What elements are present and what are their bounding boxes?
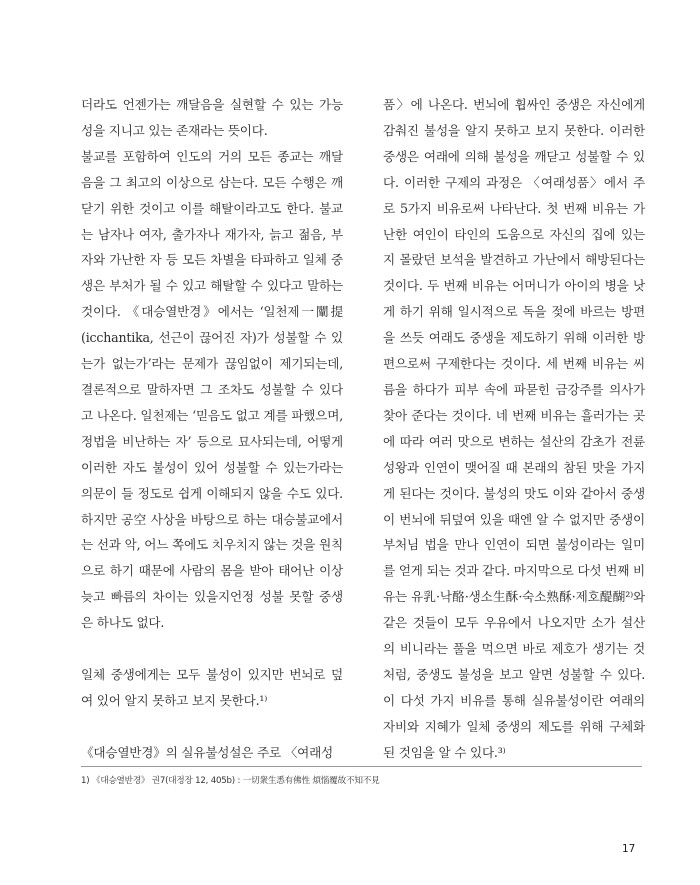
footnote-divider	[81, 766, 642, 767]
left-text-column	[81, 92, 343, 766]
paragraph: 불교를 포함하여 인도의 거의 모든 종교는 깨달음을 그 최고의 이상으로 삼는다. 모든 수행은 깨닫기 위한 것이고 이를 해탈이라고도 한다. 불교는 남자나 여자, 출가자나 재가자, 늙고 젊음, 부자와 가난한 자 등 모든 차별을 타파하고 일체 중생은 부처가 될 수 있고 해탈할 수 있다고 말하는 것이다. 《대승열반경》에서는 ‘일천제一闡提(icchantika, 선근이 끊어진 자)가 성불할 수 있는가 없는가’라는 문제가 끊임없이 제기되는데, 결론적으로 말하자면 그 조차도 성불할 수 있다고 나온다. 일천제는 ‘믿음도 없고 계를 파했으며, 정법을 비난하는 자’ 등으로 묘사되는데, 어떻게 이러한 자도 불성이 있어 성불할 수 있는가라는 의문이 들 정도로 쉽게 이해되지 않을 수도 있다. 하지만 공空 사상을 바탕으로 하는 대승불교에서는 선과 악, 어느 쪽에도 치우치지 않는 것을 원칙으로 하기 때문에 사람의 몸을 받아 태어난 이상 늦고 빠름의 차이는 있을지언정 성불 못할 중생은 하나도 없다.	[81, 148, 343, 631]
page-number: 17	[622, 843, 636, 855]
paragraph: 《대승열반경》의 실유불성설은 주로 〈여래성	[81, 744, 334, 760]
right-text-column	[383, 92, 645, 766]
footnote: 1) 《대승열반경》 권7(대정장 12, 405b) : 一切衆生悉有佛性 煩惱覆故不知不見	[81, 776, 380, 786]
paragraph: 품〉에 나온다. 번뇌에 휩싸인 중생은 자신에게 감춰진 불성을 알지 못하고 보지 못한다. 이러한 중생은 여래에 의해 불성을 깨닫고 성불할 수 있다. 이러한 구제의 과정은 〈여래성품〉에서 주로 5가지 비유로써 나타난다. 첫 번째 비유는 가난한 여인이 타인의 도움으로 자신의 집에 있는지 몰랐던 보석을 발견하고 가난에서 해방된다는 것이다. 두 번째 비유는 어머니가 아이의 병을 낫게 하기 위해 일시적으로 독을 젖에 바르는 방편을 쓰듯 여래도 중생을 제도하기 위해 이러한 방편으로써 구제한다는 것이다. 세 번째 비유는 씨름을 하다가 피부 속에 파묻힌 금강주를 의사가 찾아 준다는 것이다. 네 번째 비유는 흘러가는 곳에 따라 여러 맛으로 변하는 설산의 감초가 전륜성왕과 인연이 맺어질 때 본래의 참된 맛을 가지게 된다는 것이다. 불성의 맛도 이와 같아서 중생이 번뇌에 뒤덮여 있을 때엔 알 수 없지만 중생이 부처님 법을 만나 인연이 되면 불성이라는 일미를 얻게 되는 것과 같다. 마지막으로 다섯 번째 비유는 유乳·낙酪·생소生酥·숙소熟酥·제호醍醐²⁾와 같은 것들이 모두 우유에서 나오지만 소가 설산의 비니라는 풀을 먹으면 바로 제호가 생기는 것처럼, 중생도 불성을 보고 알면 성불할 수 있다. 이 다섯 가지 비유를 통해 실유불성이란 여래의 자비와 지혜가 일체 중생의 제도를 위해 구체화된 것임을 알 수 있다.³⁾	[383, 97, 645, 760]
paragraph: 일체 중생에게는 모두 불성이 있지만 번뇌로 덮여 있어 알지 못하고 보지 못한다.¹⁾	[81, 667, 343, 708]
paragraph: 더라도 언젠가는 깨달음을 실현할 수 있는 가능성을 지니고 있는 존재라는 뜻이다.	[81, 97, 343, 138]
